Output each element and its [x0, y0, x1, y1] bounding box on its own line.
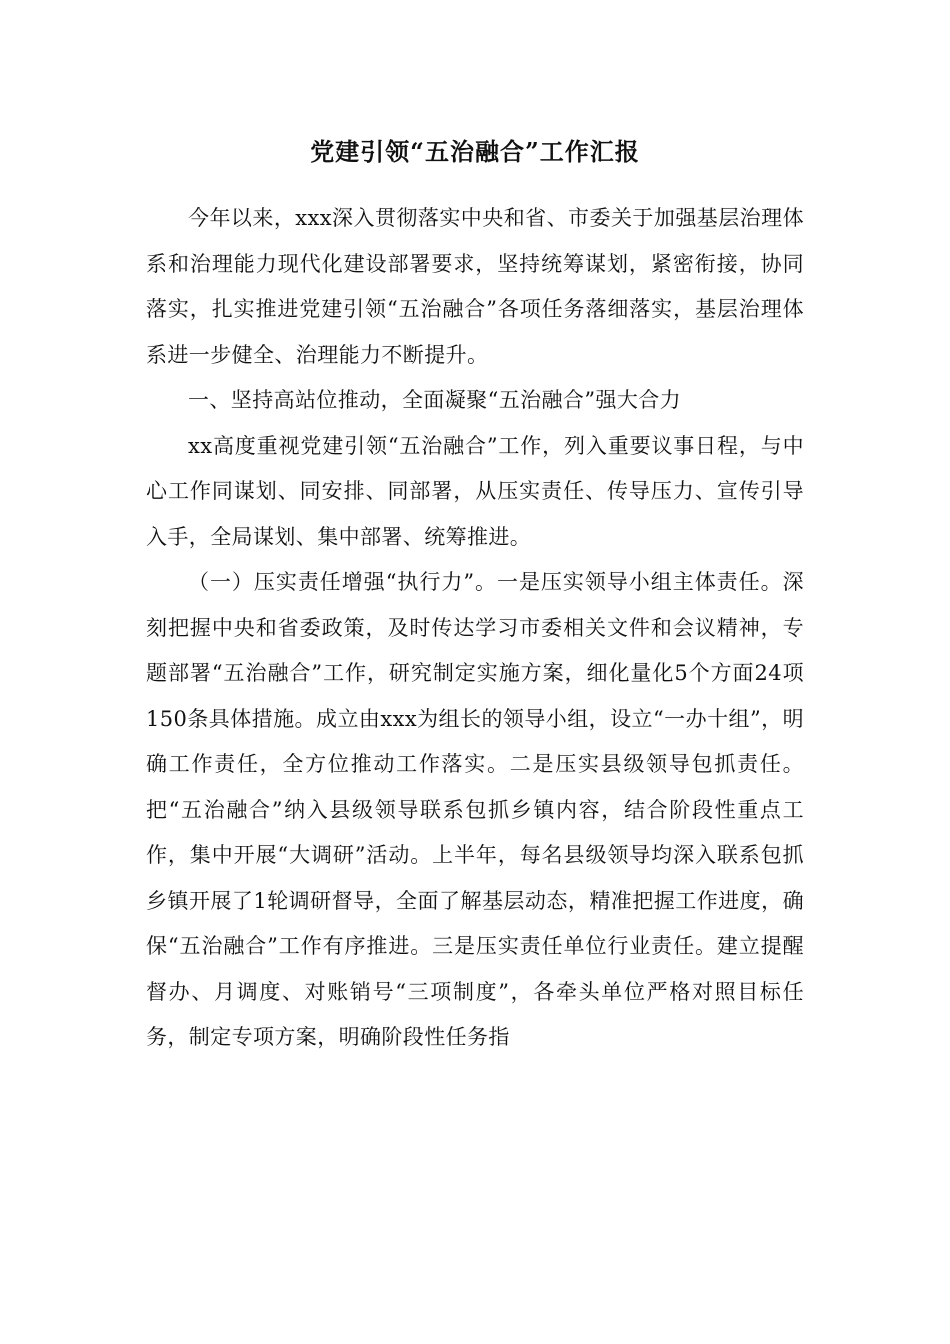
document-body [146, 196, 804, 1061]
document-title: 党建引领“五治融合”工作汇报 [310, 137, 640, 166]
section-heading-1: 一、坚持高站位推动，全面凝聚“五治融合”强大合力 [188, 388, 682, 412]
paragraph-subsection-1: （一）压实责任增强“执行力”。一是压实领导小组主体责任。深刻把握中央和省委政策，及时传达学习市委相关文件和会议精神，专题部署“五治融合”工作，研究制定实施方案，细化量化5个方面24项150条具体措施。成立由xxx为组长的领导小组，设立“一办十组”，明确工作责任，全方位推动工作落实。二是压实县级领导包抓责任。把“五治融合”纳入县级领导联系包抓乡镇内容，结合阶段性重点工作，集中开展“大调研”活动。上半年，每名县级领导均深入联系包抓乡镇开展了1轮调研督导，全面了解基层动态，精准把握工作进度，确保“五治融合”工作有序推进。三是压实责任单位行业责任。建立提醒督办、月调度、对账销号“三项制度”，各牵头单位严格对照目标任务，制定专项方案，明确阶段性任务指 [146, 570, 804, 1049]
paragraph-intro: 今年以来，xxx深入贯彻落实中央和省、市委关于加强基层治理体系和治理能力现代化建设部署要求，坚持统筹谋划，紧密衔接，协同落实，扎实推进党建引领“五治融合”各项任务落细落实，基层治理体系进一步健全、治理能力不断提升。 [146, 206, 804, 367]
paragraph-section-1: xx高度重视党建引领“五治融合”工作，列入重要议事日程，与中心工作同谋划、同安排、同部署，从压实责任、传导压力、宣传引导入手，全局谋划、集中部署、统筹推进。 [146, 433, 804, 549]
